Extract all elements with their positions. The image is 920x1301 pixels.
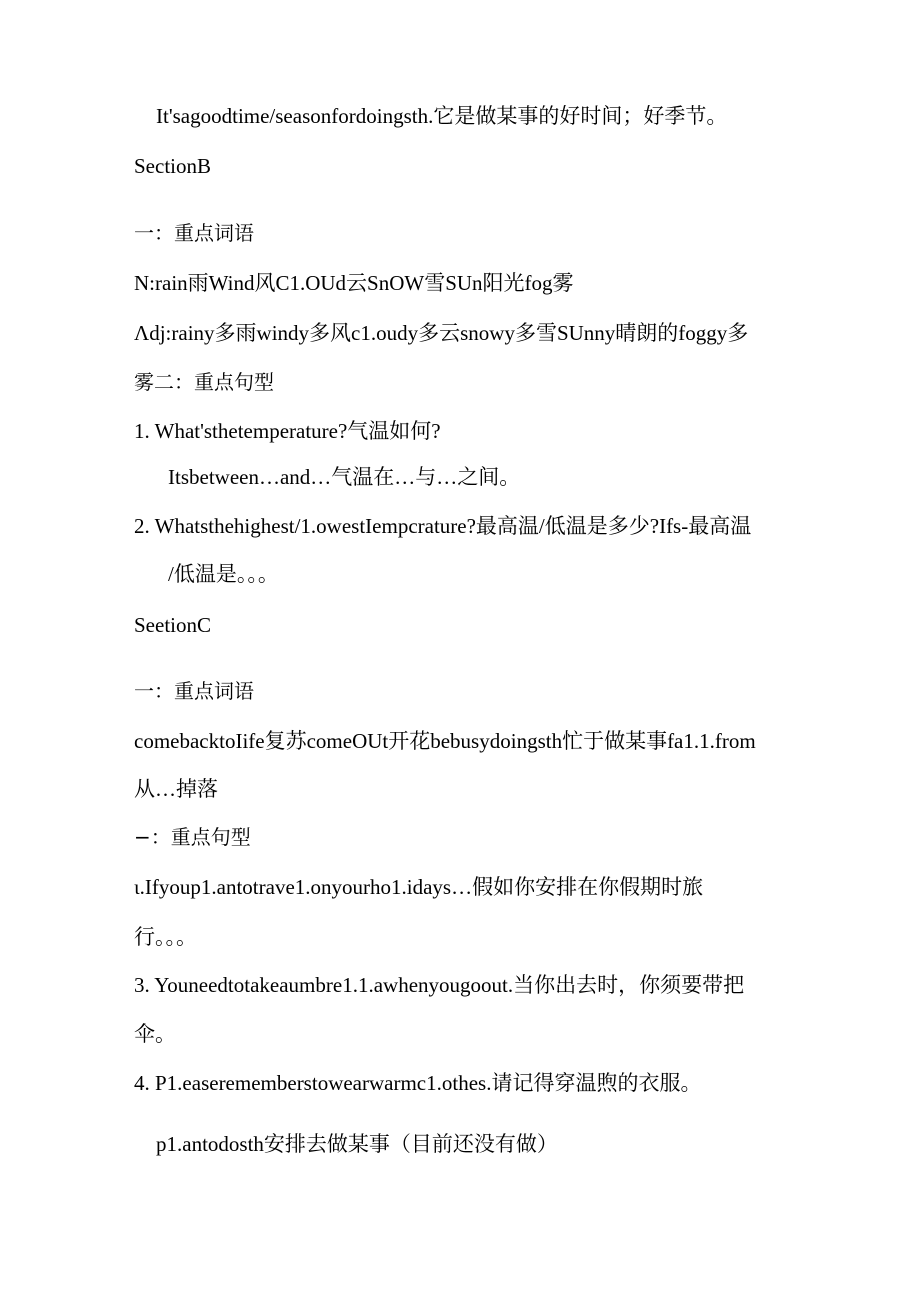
sentence-item-2: 2. Whatsthehighest/1.owestIempcrature?最高温/低温是多少?Ifs-最高温	[134, 514, 752, 538]
phrases-line-cont: 从…掉落	[134, 777, 218, 801]
key-words-heading-c: 一：重点词语	[134, 679, 254, 703]
adjectives-line: Λdj:rainy多雨windy多风c1.oudy多云snowy多雪SUnny晴朗的foggy多	[134, 321, 749, 345]
key-words-heading-b: 一：重点词语	[134, 221, 254, 245]
sentence-c-1: ι.Ifyoup1.antotrave1.onyourho1.idays…假如你安排在你假期时旅	[134, 875, 704, 899]
intro-sentence: It'sagoodtime/seasonfordoingsth.它是做某事的好时间；好季节。	[156, 104, 728, 128]
nouns-line: N:rain雨Wind风C1.OUd云SnOW雪SUn阳光fog雾	[134, 271, 574, 295]
section-b-heading: SectionB	[134, 154, 211, 178]
phrases-line: comebacktoIife复苏comeOUt开花bebusydoingsth忙于做某事fa1.1.from	[134, 729, 756, 753]
section-c-heading: SeetionC	[134, 613, 211, 637]
sentence-c-3: 3. Youneedtotakeaumbre1.1.awhenyougoout.当你出去时，你须要带把	[134, 973, 745, 997]
sentence-c-1-cont: 行。。。	[134, 925, 197, 949]
sentence-c-3-cont: 伞。	[134, 1022, 176, 1046]
sentence-c-4: 4. P1.easerememberstowearwarmc1.othes.请记得穿温煦的衣服。	[134, 1071, 702, 1095]
adjectives-line-cont: 雾二：重点句型	[134, 370, 274, 394]
sentence-item-1-answer: Itsbetween…and…气温在…与…之间。	[168, 465, 521, 489]
sentence-item-1: 1. What'sthetemperature?气温如何?	[134, 419, 441, 443]
key-sentences-heading-c: −：重点句型	[134, 825, 251, 849]
plan-to-do-note: p1.antodosth安排去做某事（目前还没有做）	[156, 1132, 558, 1156]
sentence-item-2-cont: /低温是。。。	[168, 562, 279, 586]
